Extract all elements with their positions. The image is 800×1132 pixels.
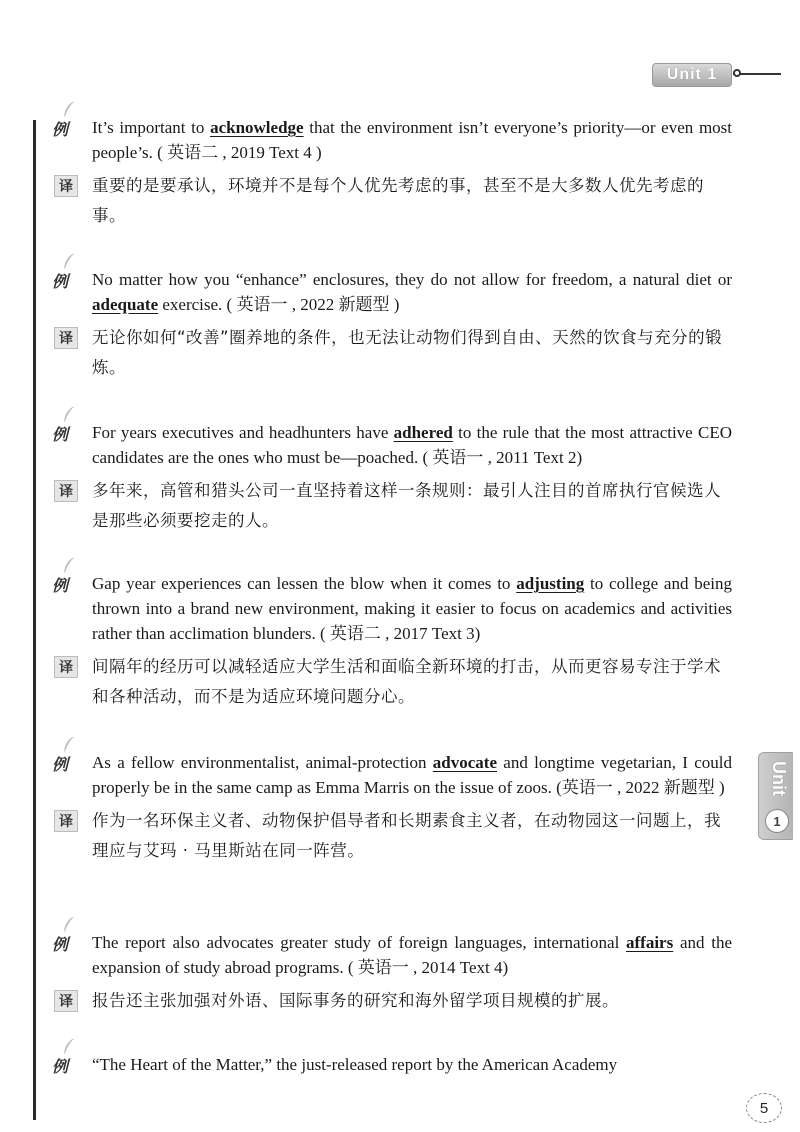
example-sentence: 例 For years executives and headhunters have adhered to the rule that the most attractive CEO candidates are the ones who must be—poached. ( 英语一 , 2011 Text 2) <box>52 420 732 470</box>
keyword: adjusting <box>516 574 585 593</box>
translation-marker-icon: 译 <box>54 480 78 502</box>
translation: 译 间隔年的经历可以减轻适应大学生活和面临全新环境的打击，从而更容易专注于学术和各种活动，而不是为适应环境问题分心。 <box>52 652 732 712</box>
translation: 译 作为一名环保主义者、动物保护倡导者和长期素食主义者，在动物园这一问题上，我理应与艾玛 · 马里斯站在同一阵营。 <box>52 806 732 866</box>
example-marker-icon: 例 <box>52 420 82 442</box>
translation: 译 报告还主张加强对外语、国际事务的研究和海外留学项目规模的扩展。 <box>52 986 732 1016</box>
translation-marker-icon: 译 <box>54 810 78 832</box>
keyword: adequate <box>92 295 159 314</box>
translation-marker-icon: 译 <box>54 990 78 1012</box>
example-sentence: 例 “The Heart of the Matter,” the just-released report by the American Academy <box>52 1052 732 1077</box>
side-unit-label: Unit <box>769 761 789 796</box>
translation: 译 多年来，高管和猎头公司一直坚持着这样一条规则：最引人注目的首席执行官候选人是那些必须要挖走的人。 <box>52 476 732 536</box>
example-sentence: 例 Gap year experiences can lessen the blow when it comes to adjusting to college and being thrown into a brand new environment, making it easier to focus on academics and activities rather than acclimation blunders. ( 英语二 , 2017 Text 3) <box>52 571 732 646</box>
example-entry-3 <box>52 420 732 536</box>
translation-marker-icon: 译 <box>54 656 78 678</box>
translation: 译 无论你如何“改善”圈养地的条件，也无法让动物们得到自由、天然的饮食与充分的锻炼。 <box>52 323 732 383</box>
unit-header-dot <box>733 69 741 77</box>
example-sentence: 例 As a fellow environmentalist, animal-protection advocate and longtime vegetarian, I could properly be in the same camp as Emma Marris on the issue of zoos. (英语一 , 2022 新题型 ) <box>52 750 732 800</box>
keyword: adhered <box>393 423 453 442</box>
left-margin-rule <box>33 120 36 1120</box>
example-sentence: 例 No matter how you “enhance” enclosures, they do not allow for freedom, a natural diet or adequate exercise. ( 英语一 , 2022 新题型 ) <box>52 267 732 317</box>
example-sentence: 例 The report also advocates greater study of foreign languages, international affairs and the expansion of study abroad programs. ( 英语一 , 2014 Text 4) <box>52 930 732 980</box>
example-marker-icon: 例 <box>52 571 82 593</box>
example-marker-icon: 例 <box>52 750 82 772</box>
example-entry-1 <box>52 115 732 231</box>
example-entry-5 <box>52 750 732 866</box>
keyword: advocate <box>432 753 497 772</box>
example-marker-icon: 例 <box>52 930 82 952</box>
example-entry-6 <box>52 930 732 1016</box>
example-entry-4 <box>52 571 732 712</box>
side-unit-tab <box>758 752 793 840</box>
keyword: acknowledge <box>210 118 304 137</box>
side-unit-number: 1 <box>765 809 789 833</box>
example-marker-icon: 例 <box>52 1052 82 1074</box>
page-number: 5 <box>746 1093 782 1123</box>
keyword: affairs <box>626 933 674 952</box>
translation: 译 重要的是要承认，环境并不是每个人优先考虑的事，甚至不是大多数人优先考虑的事。 <box>52 171 732 231</box>
example-sentence: 例 It’s important to acknowledge that the environment isn’t everyone’s priority—or even most people’s. ( 英语二 , 2019 Text 4 ) <box>52 115 732 165</box>
example-marker-icon: 例 <box>52 267 82 289</box>
example-marker-icon: 例 <box>52 115 82 137</box>
translation-marker-icon: 译 <box>54 175 78 197</box>
translation-marker-icon: 译 <box>54 327 78 349</box>
example-entry-7 <box>52 1052 732 1077</box>
example-entry-2 <box>52 267 732 383</box>
unit-header-tab: Unit 1 <box>652 63 732 87</box>
